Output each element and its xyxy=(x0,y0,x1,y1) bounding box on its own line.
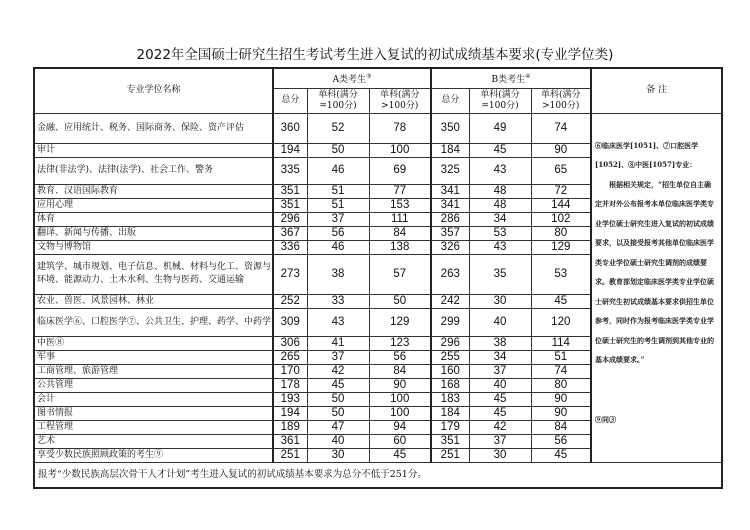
degree-name: 会计 xyxy=(34,392,273,406)
score-a-1: 37 xyxy=(307,350,369,364)
score-b-2: 74 xyxy=(531,113,591,143)
score-a-2: 138 xyxy=(369,240,431,254)
degree-name: 图书情报 xyxy=(34,406,273,420)
score-b-0: 357 xyxy=(431,226,469,240)
score-a-0: 351 xyxy=(273,184,307,198)
score-a-2: 60 xyxy=(369,434,431,448)
score-a-1: 30 xyxy=(307,448,369,462)
score-b-1: 40 xyxy=(469,308,531,336)
score-a-0: 178 xyxy=(273,378,307,392)
remark-1: ⑥临床医学[1051]、⑦口腔医学[1052]、⑧中医[1057]专业： xyxy=(595,140,699,169)
score-a-0: 170 xyxy=(273,364,307,378)
score-a-1: 42 xyxy=(307,364,369,378)
degree-name: 法律(非法学)、法律(法学)、社会工作、警务 xyxy=(34,157,273,184)
score-b-2: 90 xyxy=(531,143,591,157)
score-b-1: 34 xyxy=(469,350,531,364)
score-b-1: 30 xyxy=(469,294,531,308)
score-a-1: 33 xyxy=(307,294,369,308)
score-a-0: 194 xyxy=(273,143,307,157)
score-b-1: 43 xyxy=(469,240,531,254)
score-b-0: 168 xyxy=(431,378,469,392)
score-b-1: 35 xyxy=(469,254,531,294)
degree-name: 农业、兽医、风景园林、林业 xyxy=(34,294,273,308)
degree-name: 文物与博物馆 xyxy=(34,240,273,254)
score-a-0: 361 xyxy=(273,434,307,448)
score-a-1: 45 xyxy=(307,378,369,392)
header-b-group: B类考生④ xyxy=(431,68,591,88)
degree-name: 艺术 xyxy=(34,434,273,448)
score-a-1: 52 xyxy=(307,113,369,143)
score-b-2: 51 xyxy=(531,350,591,364)
score-b-0: 255 xyxy=(431,350,469,364)
score-b-0: 242 xyxy=(431,294,469,308)
degree-name: 中医⑧ xyxy=(34,336,273,350)
score-a-1: 46 xyxy=(307,240,369,254)
score-b-2: 53 xyxy=(531,254,591,294)
score-a-1: 51 xyxy=(307,184,369,198)
degree-name: 公共管理 xyxy=(34,378,273,392)
score-b-2: 72 xyxy=(531,184,591,198)
score-b-2: 129 xyxy=(531,240,591,254)
degree-name: 军事 xyxy=(34,350,273,364)
score-b-0: 286 xyxy=(431,212,469,226)
score-b-2: 120 xyxy=(531,308,591,336)
score-b-0: 351 xyxy=(431,434,469,448)
degree-name: 审计 xyxy=(34,143,273,157)
header-b-total: 总分 xyxy=(431,88,469,113)
score-b-1: 34 xyxy=(469,212,531,226)
score-a-2: 69 xyxy=(369,157,431,184)
degree-name: 金融、应用统计、税务、国际商务、保险、资产评估 xyxy=(34,113,273,143)
header-a-single-gt100: 单科(满分>100分) xyxy=(369,88,431,113)
score-b-1: 43 xyxy=(469,157,531,184)
score-a-0: 336 xyxy=(273,240,307,254)
degree-name: 享受少数民族照顾政策的考生⑨ xyxy=(34,448,273,462)
score-a-0: 189 xyxy=(273,420,307,434)
degree-name: 翻译、新闻与传播、出版 xyxy=(34,226,273,240)
score-a-2: 94 xyxy=(369,420,431,434)
score-b-1: 42 xyxy=(469,420,531,434)
score-b-0: 341 xyxy=(431,198,469,212)
score-b-2: 84 xyxy=(531,420,591,434)
score-b-2: 114 xyxy=(531,336,591,350)
score-a-2: 56 xyxy=(369,350,431,364)
score-b-0: 326 xyxy=(431,240,469,254)
score-b-0: 263 xyxy=(431,254,469,294)
score-a-0: 367 xyxy=(273,226,307,240)
score-b-1: 53 xyxy=(469,226,531,240)
score-a-2: 84 xyxy=(369,364,431,378)
score-a-1: 50 xyxy=(307,406,369,420)
score-b-1: 45 xyxy=(469,143,531,157)
footnote: 报考“少数民族高层次骨干人才计划”考生进入复试的初试成绩基本要求为总分不低于251分。 xyxy=(34,462,722,488)
score-a-0: 335 xyxy=(273,157,307,184)
score-a-2: 111 xyxy=(369,212,431,226)
score-b-2: 144 xyxy=(531,198,591,212)
score-b-1: 48 xyxy=(469,198,531,212)
degree-name: 工程管理 xyxy=(34,420,273,434)
score-a-1: 51 xyxy=(307,198,369,212)
score-a-2: 129 xyxy=(369,308,431,336)
score-a-0: 194 xyxy=(273,406,307,420)
score-a-1: 50 xyxy=(307,392,369,406)
score-a-2: 100 xyxy=(369,392,431,406)
page-title: 2022年全国硕士研究生招生考试考生进入复试的初试成绩基本要求(专业学位类) xyxy=(136,47,614,63)
score-b-0: 160 xyxy=(431,364,469,378)
degree-name: 教育、汉语国际教育 xyxy=(34,184,273,198)
header-name: 专业学位名称 xyxy=(34,68,273,113)
score-a-0: 360 xyxy=(273,113,307,143)
score-a-0: 296 xyxy=(273,212,307,226)
score-b-0: 350 xyxy=(431,113,469,143)
score-a-1: 56 xyxy=(307,226,369,240)
degree-name: 临床医学⑥、口腔医学⑦、公共卫生、护理、药学、中药学 xyxy=(34,308,273,336)
score-a-2: 153 xyxy=(369,198,431,212)
score-b-2: 65 xyxy=(531,157,591,184)
score-b-1: 49 xyxy=(469,113,531,143)
score-a-0: 251 xyxy=(273,448,307,462)
score-b-2: 90 xyxy=(531,392,591,406)
score-a-0: 309 xyxy=(273,308,307,336)
score-a-0: 273 xyxy=(273,254,307,294)
remark-3: ⑨同③ xyxy=(595,414,617,424)
score-a-0: 265 xyxy=(273,350,307,364)
score-a-0: 306 xyxy=(273,336,307,350)
score-a-1: 47 xyxy=(307,420,369,434)
score-b-2: 80 xyxy=(531,226,591,240)
score-b-2: 102 xyxy=(531,212,591,226)
remarks-cell xyxy=(591,113,722,462)
score-b-1: 38 xyxy=(469,336,531,350)
score-a-0: 252 xyxy=(273,294,307,308)
score-a-1: 41 xyxy=(307,336,369,350)
score-b-0: 183 xyxy=(431,392,469,406)
score-a-0: 193 xyxy=(273,392,307,406)
score-a-2: 90 xyxy=(369,378,431,392)
score-a-2: 57 xyxy=(369,254,431,294)
score-b-1: 45 xyxy=(469,406,531,420)
score-b-2: 90 xyxy=(531,406,591,420)
score-b-0: 184 xyxy=(431,143,469,157)
score-a-1: 38 xyxy=(307,254,369,294)
degree-name: 建筑学、城市规划、电子信息、机械、材料与化工、资源与环境、能源动力、土木水利、生物与医药、交通运输 xyxy=(34,254,273,294)
score-b-2: 80 xyxy=(531,378,591,392)
score-b-0: 325 xyxy=(431,157,469,184)
score-a-2: 123 xyxy=(369,336,431,350)
header-b-single-gt100: 单科(满分>100分) xyxy=(531,88,591,113)
score-b-0: 184 xyxy=(431,406,469,420)
score-a-2: 50 xyxy=(369,294,431,308)
remark-2: 根据相关规定，“招生单位自主确定并对外公布报考本单位临床医学类专业学位硕士研究生进入复试的初试成绩要求，以及接受报考其他单位临床医学类专业学位硕士研究生调剂的成绩要求。教育部划定临床医学类专业学位硕士研究生初试成绩基本要求供招生单位参考，同时作为报考临床医学类专业学位硕士研究生的考生调剂到其他专业的基本成绩要求。” xyxy=(595,179,715,364)
score-a-1: 46 xyxy=(307,157,369,184)
score-b-0: 251 xyxy=(431,448,469,462)
score-a-2: 77 xyxy=(369,184,431,198)
score-table xyxy=(33,67,723,489)
score-a-0: 351 xyxy=(273,198,307,212)
header-a-group: A类考生③ xyxy=(273,68,431,88)
score-a-2: 45 xyxy=(369,448,431,462)
score-a-1: 37 xyxy=(307,212,369,226)
score-a-2: 78 xyxy=(369,113,431,143)
score-a-2: 100 xyxy=(369,406,431,420)
score-b-1: 30 xyxy=(469,448,531,462)
score-a-2: 100 xyxy=(369,143,431,157)
score-a-2: 84 xyxy=(369,226,431,240)
header-remarks: 备 注 xyxy=(591,68,722,113)
score-b-1: 40 xyxy=(469,378,531,392)
score-b-0: 179 xyxy=(431,420,469,434)
score-a-1: 43 xyxy=(307,308,369,336)
table-row xyxy=(34,113,722,143)
header-b-single-eq100: 单科(满分=100分) xyxy=(469,88,531,113)
score-b-2: 56 xyxy=(531,434,591,448)
score-b-0: 296 xyxy=(431,336,469,350)
score-b-2: 74 xyxy=(531,364,591,378)
score-a-1: 50 xyxy=(307,143,369,157)
header-a-single-eq100: 单科(满分=100分) xyxy=(307,88,369,113)
score-b-0: 341 xyxy=(431,184,469,198)
degree-name: 体育 xyxy=(34,212,273,226)
degree-name: 工商管理、旅游管理 xyxy=(34,364,273,378)
score-b-1: 37 xyxy=(469,364,531,378)
score-b-2: 45 xyxy=(531,294,591,308)
degree-name: 应用心理 xyxy=(34,198,273,212)
score-b-0: 299 xyxy=(431,308,469,336)
header-a-total: 总分 xyxy=(273,88,307,113)
score-a-1: 40 xyxy=(307,434,369,448)
score-b-1: 45 xyxy=(469,392,531,406)
score-b-2: 45 xyxy=(531,448,591,462)
score-b-1: 48 xyxy=(469,184,531,198)
score-b-1: 37 xyxy=(469,434,531,448)
